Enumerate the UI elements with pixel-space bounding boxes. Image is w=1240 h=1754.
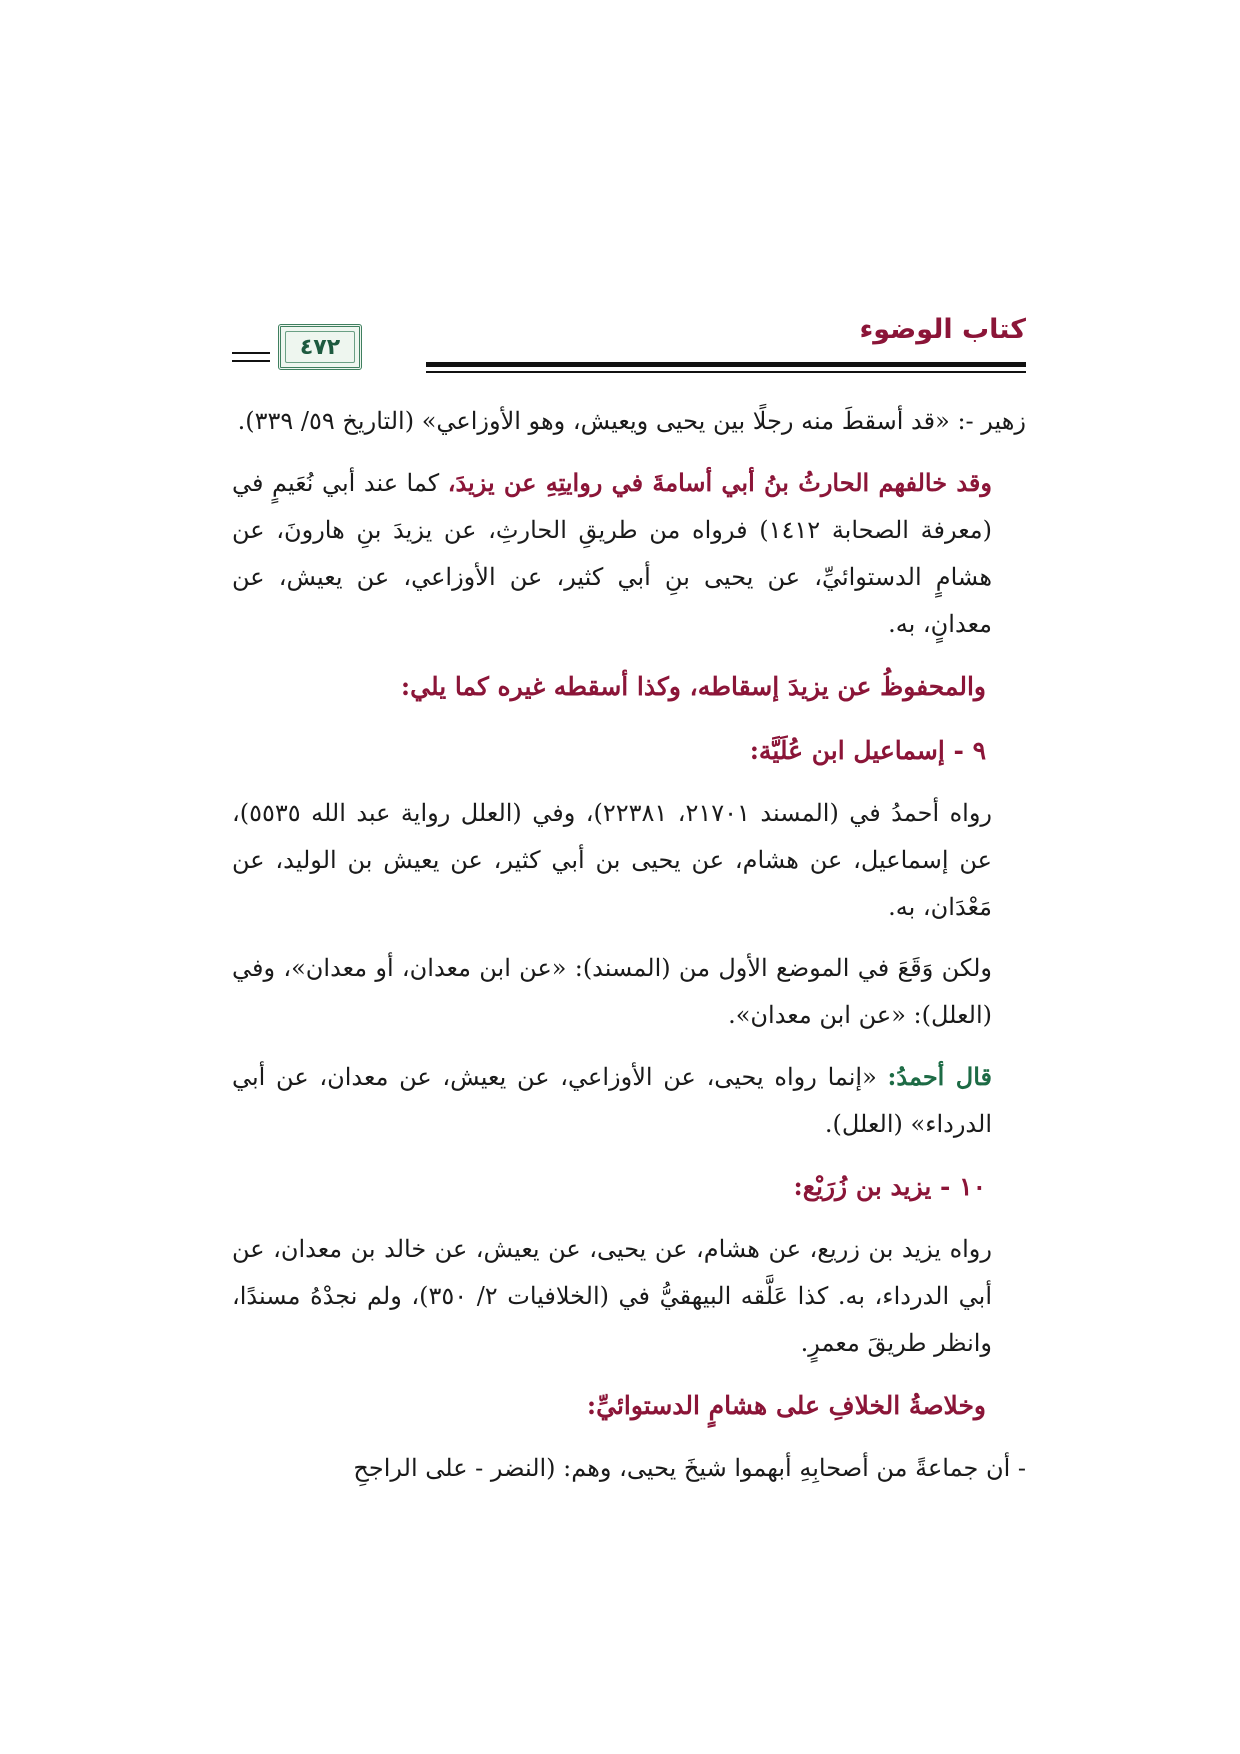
page-number-badge <box>278 324 362 370</box>
paragraph-text: «إنما رواه يحيى، عن الأوزاعي، عن يعيش، عن معدان، عن أبي الدرداء» (العلل). <box>232 1063 992 1138</box>
paragraph: ولكن وَقَعَ في الموضع الأول من (المسند): «عن ابن معدان، أو معدان»، وفي (العلل): «عن ابن معدان». <box>232 954 992 1029</box>
quote-attribution: قال أحمدُ: <box>887 1062 992 1091</box>
page-body <box>232 398 1026 1492</box>
running-title: كتاب الوضوء <box>859 314 1026 345</box>
section-heading: وخلاصةُ الخلافِ على هشامٍ الدستوائيِّ: <box>586 1391 986 1420</box>
paragraph: - أن جماعةً من أصحابِهِ أبهموا شيخَ يحيى، وهم: (النضر - على الراجحِ <box>353 1454 1026 1482</box>
paragraph: رواه أحمدُ في (المسند ٢١٧٠١، ٢٢٣٨١)، وفي (العلل رواية عبد الله ٥٥٣٥)، عن إسماعيل، عن هشام، عن يحيى بن أبي كثير، عن يعيش بن الوليد، عن مَعْدَان، به. <box>232 799 993 921</box>
section-heading: ١٠ - يزيد بن زُرَيْع: <box>793 1172 986 1201</box>
page-number: ٤٧٢ <box>299 334 341 360</box>
page-header <box>232 312 1026 390</box>
paragraph-text: كما عند أبي نُعَيمٍ في (معرفة الصحابة ١٤١٢) فرواه من طريقِ الحارثِ، عن يزيدَ بنِ هارونَ، عن هشامٍ الدستوائيِّ، عن يحيى بنِ أبي كثير، عن الأوزاعي، عن يعيش، عن معدانٍ، به. <box>232 469 993 638</box>
paragraph <box>232 1053 1026 1148</box>
section-heading: والمحفوظُ عن يزيدَ إسقاطه، وكذا أسقطه غيره كما يلي: <box>400 672 986 701</box>
paragraph: زهير -: «قد أسقطَ منه رجلًا بين يحيى ويعيش، وهو الأوزاعي» (التاريخ ٥٩/ ٣٣٩). <box>237 407 1026 435</box>
header-rule <box>426 362 1026 367</box>
paragraph: رواه يزيد بن زريع، عن هشام، عن يحيى، عن يعيش، عن خالد بن معدان، عن أبي الدرداء، به. كذا عَلَّقه البيهقيُّ في (الخلافيات ٢/ ٣٥٠)، ولم نجدْهُ مسندًا، وانظر طريقَ معمرٍ. <box>232 1235 993 1357</box>
header-rule <box>426 371 1026 373</box>
emphasis-text: وقد خالفهم الحارثُ بنُ أبي أسامةَ في روايتِهِ عن يزيدَ، <box>447 468 992 497</box>
paragraph <box>232 459 1026 648</box>
header-rule-left <box>232 352 270 354</box>
section-heading: ٩ - إسماعيل ابن عُلَيَّة: <box>749 736 986 765</box>
header-rule-left <box>232 360 270 362</box>
